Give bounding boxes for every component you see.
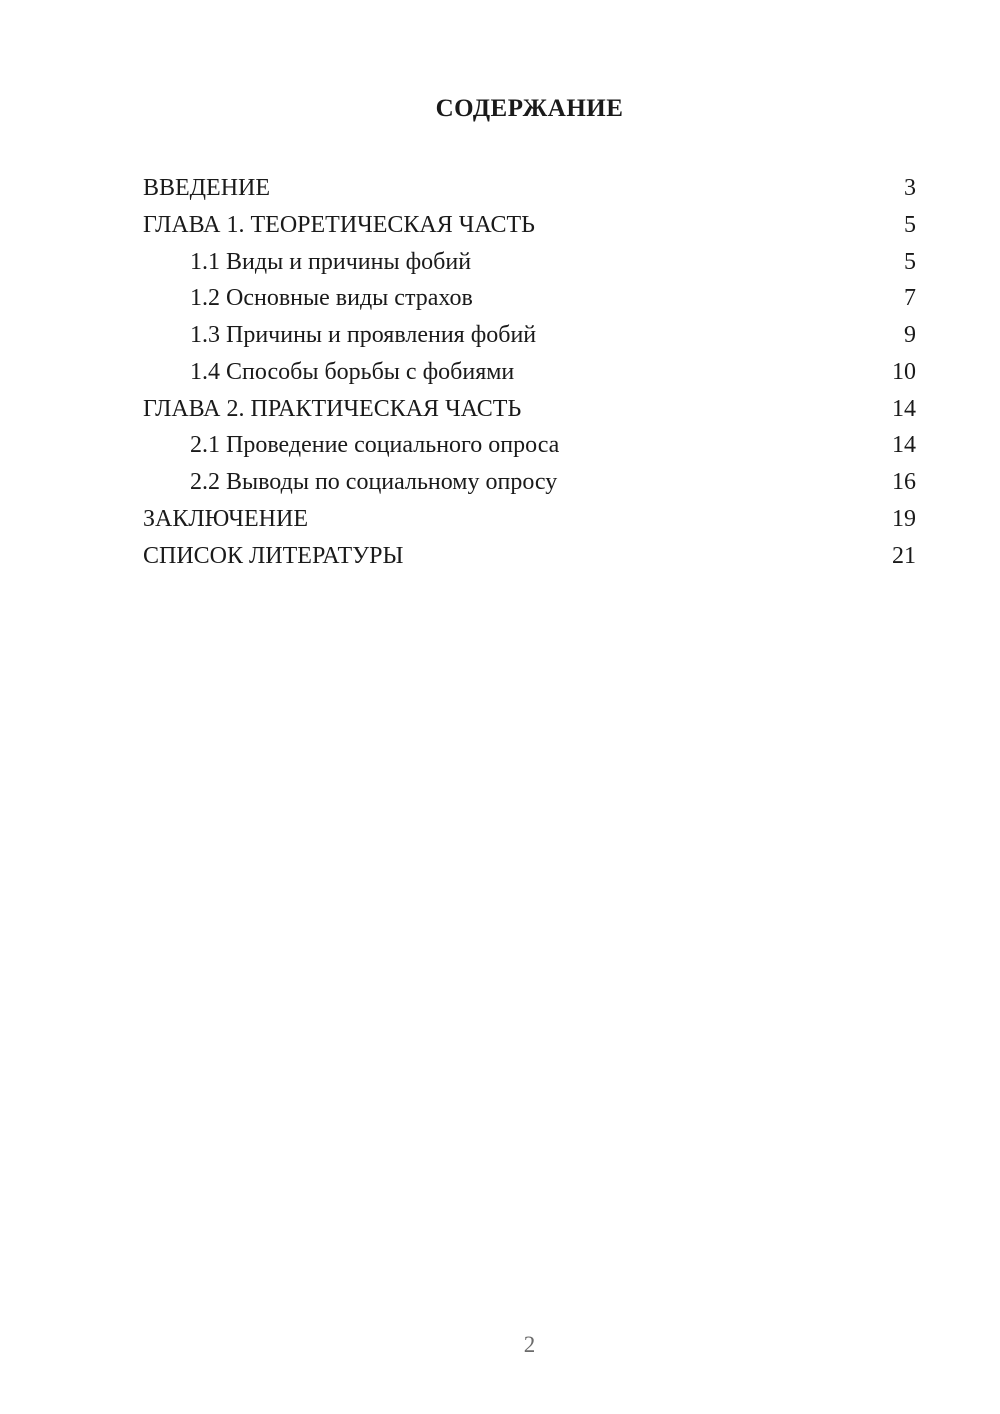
table-of-contents <box>143 170 916 574</box>
toc-entry <box>143 464 916 501</box>
toc-entry-label: ЗАКЛЮЧЕНИЕ <box>143 505 308 532</box>
toc-entry-page: 14 <box>892 395 916 422</box>
toc-entry-page: 3 <box>904 175 916 201</box>
toc-entry-label: ГЛАВА 1. ТЕОРЕТИЧЕСКАЯ ЧАСТЬ <box>143 211 535 238</box>
toc-entry <box>143 207 916 244</box>
toc-entry <box>143 244 916 281</box>
toc-entry <box>143 280 916 317</box>
footer-page-number: 2 <box>523 1332 536 1357</box>
toc-entry <box>143 170 916 207</box>
toc-entry-label: ГЛАВА 2. ПРАКТИЧЕСКАЯ ЧАСТЬ <box>143 395 522 422</box>
toc-entry-label: 1.3 Причины и проявления фобий <box>190 322 537 348</box>
toc-entry-page: 14 <box>892 432 916 459</box>
toc-entry-page: 10 <box>892 358 916 385</box>
toc-entry-label: ВВЕДЕНИЕ <box>143 175 271 201</box>
toc-entry-page: 5 <box>904 211 916 238</box>
toc-entry-label: СПИСОК ЛИТЕРАТУРЫ <box>143 542 404 569</box>
toc-entry-label: 2.1 Проведение социального опроса <box>190 432 560 459</box>
toc-entry-label: 1.1 Виды и причины фобий <box>190 248 472 275</box>
toc-entry <box>143 354 916 391</box>
document-content <box>143 0 916 1414</box>
toc-entry-page: 5 <box>904 248 916 275</box>
toc-entry-page: 16 <box>892 469 916 495</box>
toc-entry-label: 1.2 Основные виды страхов <box>190 285 473 312</box>
toc-entry-page: 19 <box>892 505 916 532</box>
toc-entry <box>143 391 916 428</box>
toc-entry-label: 1.4 Способы борьбы с фобиями <box>190 358 515 385</box>
toc-entry <box>143 501 916 538</box>
toc-entry <box>143 538 916 575</box>
toc-entry-label: 2.2 Выводы по социальному опросу <box>190 469 558 495</box>
page-title: СОДЕРЖАНИЕ <box>435 95 624 122</box>
toc-entry-page: 7 <box>904 285 916 312</box>
toc-entry <box>143 427 916 464</box>
toc-entry <box>143 317 916 354</box>
toc-entry-page: 21 <box>892 542 916 569</box>
toc-entry-page: 9 <box>904 322 916 348</box>
